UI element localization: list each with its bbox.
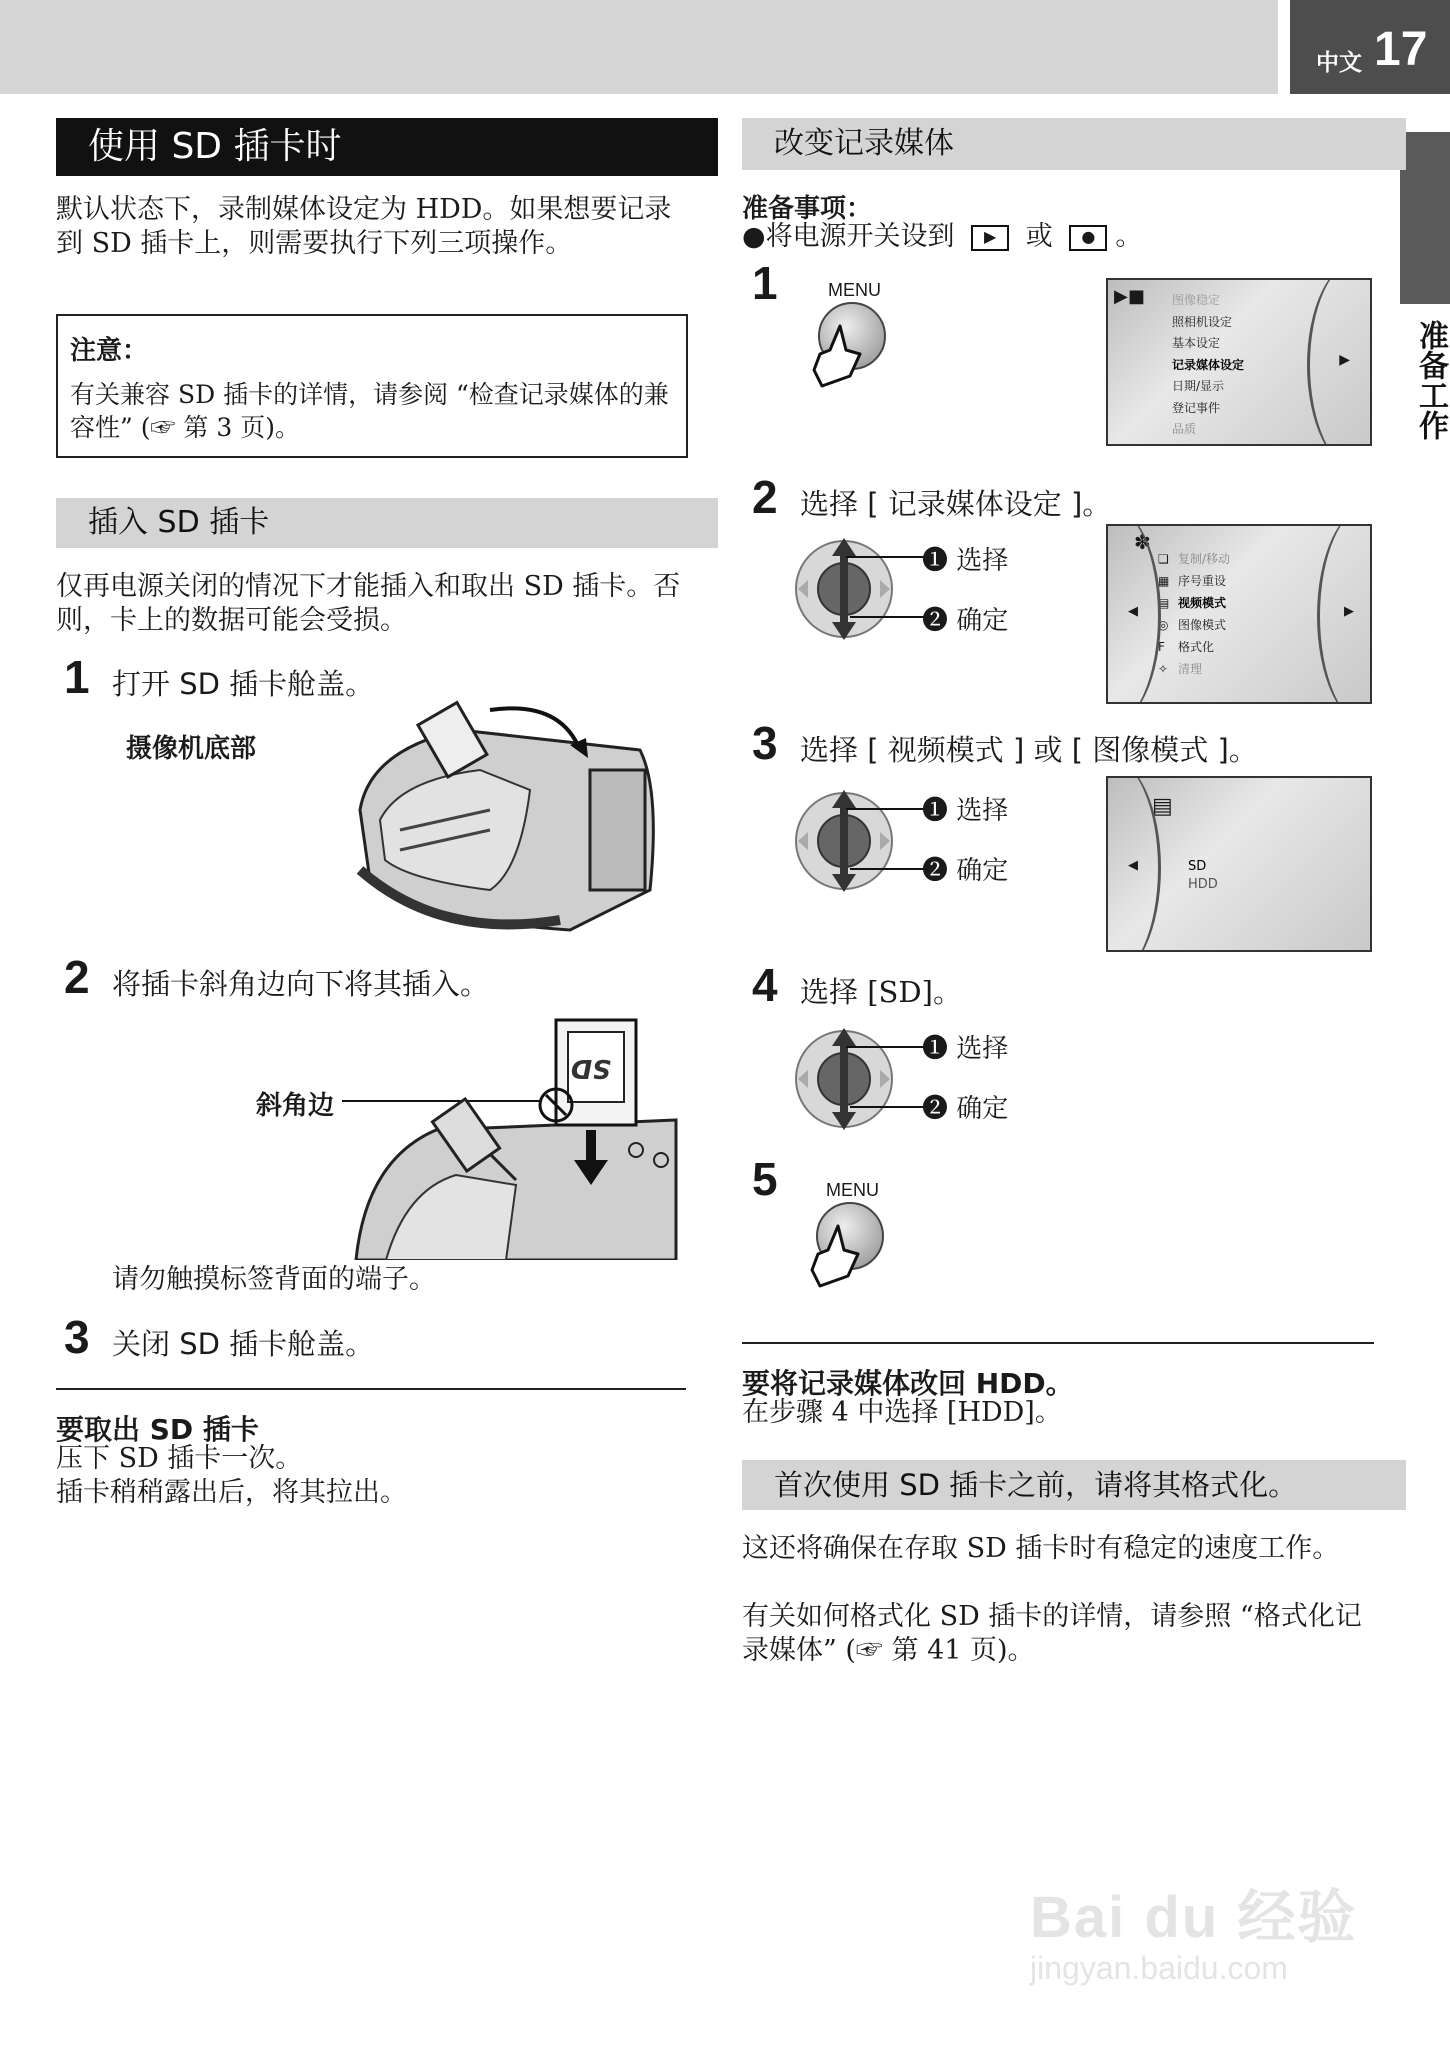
r-step-4-text: 选择 [SD]。 bbox=[800, 975, 962, 1009]
side-tab-label: 准备工作 bbox=[1413, 320, 1448, 440]
format-title: 首次使用 SD 插卡之前，请将其格式化。 bbox=[742, 1460, 1406, 1510]
r-step-3-number: 3 bbox=[752, 717, 778, 769]
leader-line bbox=[850, 1106, 926, 1108]
format-text-2: 有关如何格式化 SD 插卡的详情，请参照 “格式化记录媒体” (☞ 第 41 页)。 bbox=[742, 1601, 1362, 1666]
intro-text: 默认状态下，录制媒体设定为 HDD。如果想要记录到 SD 插卡上，则需要执行下列三项操作。 bbox=[56, 194, 672, 259]
menu-list-1 bbox=[1172, 290, 1244, 441]
prep-text: 将电源开关设到 bbox=[765, 221, 955, 252]
header-bar bbox=[0, 0, 1278, 94]
film-icon: ▤ bbox=[1152, 794, 1173, 819]
select-label-2: ❶ 选择 bbox=[922, 546, 1009, 576]
leader-line bbox=[850, 868, 926, 870]
step-3-text: 关闭 SD 插卡舱盖。 bbox=[112, 1327, 375, 1361]
page-number: 17 bbox=[1374, 23, 1428, 76]
sd-card-logo: SD bbox=[570, 1053, 611, 1083]
remove-line-2: 插卡稍稍露出后，将其拉出。 bbox=[56, 1477, 407, 1508]
step-1-number: 1 bbox=[64, 651, 90, 703]
menu1-item[interactable]: 品质 bbox=[1172, 422, 1197, 436]
r-step-4-number: 4 bbox=[752, 959, 778, 1011]
leader-line bbox=[850, 616, 926, 618]
divider-right bbox=[742, 1342, 1374, 1344]
divider-left bbox=[56, 1388, 686, 1390]
note-box bbox=[56, 314, 688, 458]
r-step-2-number: 2 bbox=[752, 471, 778, 523]
right-arrow-icon: ▶ bbox=[1344, 604, 1354, 619]
prep-line: ●将电源开关设到 ▶ 或 ● 。 bbox=[742, 221, 1143, 252]
side-tab-marker bbox=[1400, 132, 1450, 304]
section-title-sd: 使用 SD 插卡时 bbox=[56, 118, 718, 176]
menu1-item[interactable]: 基本设定 bbox=[1172, 336, 1221, 350]
confirm-label-4: ❷ 确定 bbox=[922, 1094, 1009, 1124]
menu-button-label-1: MENU bbox=[828, 280, 881, 300]
insert-sd-title: 插入 SD 插卡 bbox=[56, 498, 718, 548]
remove-line-1: 压下 SD 插卡一次。 bbox=[56, 1443, 303, 1474]
prep-title: 准备事项： bbox=[742, 194, 873, 224]
joystick-icon-3[interactable] bbox=[794, 786, 894, 896]
format-text-1: 这还将确保在存取 SD 插卡时有稳定的速度工作。 bbox=[742, 1533, 1340, 1564]
step-1-text: 打开 SD 插卡舱盖。 bbox=[112, 667, 375, 701]
prep-or: 或 bbox=[1025, 221, 1053, 252]
media-option-sd[interactable]: SD bbox=[1188, 859, 1207, 874]
step-2-number: 2 bbox=[64, 951, 90, 1003]
page-number-box bbox=[1290, 0, 1450, 94]
camera-open-cover-illustration bbox=[340, 690, 670, 940]
note-title: 注意： bbox=[70, 336, 149, 366]
finger-press-icon-1 bbox=[800, 320, 870, 390]
select-label-3: ❶ 选择 bbox=[922, 796, 1009, 826]
revert-title: 要将记录媒体改回 HDD。 bbox=[742, 1367, 1074, 1400]
right-arrow-icon: ▶ bbox=[1339, 352, 1350, 368]
menu2-item[interactable]: 复制/移动 bbox=[1178, 552, 1231, 566]
menu-screen-2 bbox=[1106, 524, 1372, 704]
menu-button-label-5: MENU bbox=[826, 1180, 879, 1200]
select-label-4: ❶ 选择 bbox=[922, 1034, 1009, 1064]
step-2-text: 将插卡斜角边向下将其插入。 bbox=[112, 967, 490, 1001]
menu1-item[interactable]: 图像稳定 bbox=[1172, 293, 1221, 307]
language-label: 中文 bbox=[1316, 50, 1362, 76]
camera-bottom-caption: 摄像机底部 bbox=[126, 734, 257, 764]
change-media-title: 改变记录媒体 bbox=[742, 118, 1406, 170]
left-arrow-icon: ◀ bbox=[1128, 858, 1138, 873]
watermark-brand: Bai du 经验 bbox=[1030, 1885, 1358, 1950]
menu-screen-1 bbox=[1106, 278, 1372, 446]
revert-text: 在步骤 4 中选择 [HDD]。 bbox=[742, 1397, 1062, 1428]
menu2-item[interactable]: 图像模式 bbox=[1178, 618, 1227, 632]
media-settings-icon: ✽ bbox=[1134, 530, 1151, 554]
bevel-edge-caption: 斜角边 bbox=[256, 1091, 335, 1121]
menu1-item-selected[interactable]: 记录媒体设定 bbox=[1172, 357, 1245, 372]
r-step-1-number: 1 bbox=[752, 257, 778, 309]
left-arrow-icon: ◀ bbox=[1128, 604, 1138, 619]
menu1-item[interactable]: 登记事件 bbox=[1172, 400, 1221, 415]
play-mode-icon: ▶ bbox=[971, 225, 1009, 251]
insert-intro: 仅再电源关闭的情况下才能插入和取出 SD 插卡。否则，卡上的数据可能会受损。 bbox=[56, 571, 681, 636]
confirm-label-2: ❷ 确定 bbox=[922, 606, 1009, 636]
menu1-item[interactable]: 日期/显示 bbox=[1172, 379, 1225, 393]
confirm-label-3: ❷ 确定 bbox=[922, 856, 1009, 886]
media-options bbox=[1188, 858, 1218, 894]
menu2-item[interactable]: 格式化 bbox=[1178, 640, 1215, 654]
menu2-item-selected[interactable]: 视频模式 bbox=[1178, 596, 1227, 610]
r-step-5-number: 5 bbox=[752, 1153, 778, 1205]
menu-screen-3 bbox=[1106, 776, 1372, 952]
menu2-item[interactable]: 序号重设 bbox=[1178, 574, 1227, 588]
record-mode-icon: ● bbox=[1069, 225, 1107, 251]
leader-line bbox=[846, 1046, 926, 1048]
leader-line bbox=[846, 808, 926, 810]
r-step-2-text: 选择 [ 记录媒体设定 ]。 bbox=[800, 487, 1112, 521]
menu-list-2: ❏ 复制/移动 ▦ 序号重设 ▤ 视频模式 ◎ 图像模式 F 格式化 ✧ 清理 bbox=[1158, 552, 1231, 676]
sd-card-insert-illustration bbox=[346, 1010, 686, 1260]
menu1-item[interactable]: 照相机设定 bbox=[1172, 314, 1233, 329]
step-3-number: 3 bbox=[64, 1311, 90, 1363]
finger-press-icon-5 bbox=[798, 1220, 868, 1290]
menu2-item[interactable]: 清理 bbox=[1178, 662, 1203, 676]
joystick-icon-4[interactable] bbox=[794, 1024, 894, 1134]
bullet: ● bbox=[742, 221, 766, 252]
watermark-url: jingyan.baidu.com bbox=[1030, 1950, 1288, 1986]
remove-sd-title: 要取出 SD 插卡 bbox=[56, 1413, 259, 1446]
media-option-hdd[interactable]: HDD bbox=[1188, 877, 1218, 892]
camera-icon: ▶■ bbox=[1114, 286, 1145, 307]
note-text: 有关兼容 SD 插卡的详情，请参阅 “检查记录媒体的兼容性” (☞ 第 3 页)。 bbox=[70, 380, 669, 442]
joystick-icon-2[interactable] bbox=[794, 534, 894, 644]
r-step-3-text: 选择 [ 视频模式 ] 或 [ 图像模式 ]。 bbox=[800, 733, 1258, 767]
terminal-warning: 请勿触摸标签背面的端子。 bbox=[112, 1264, 436, 1295]
leader-line bbox=[846, 556, 926, 558]
